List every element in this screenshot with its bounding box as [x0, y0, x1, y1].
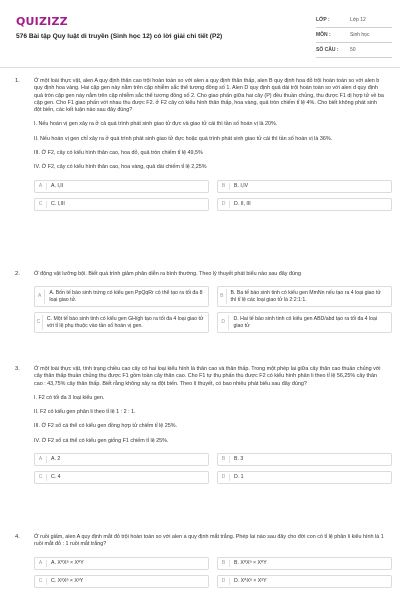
- meta-row-count: [316, 43, 392, 58]
- option-letter: B: [218, 183, 230, 190]
- option-d[interactable]: [217, 575, 392, 588]
- meta-label: MÔN :: [316, 31, 331, 38]
- question-body: [34, 271, 384, 333]
- option-letter: D: [218, 315, 229, 330]
- option-letter: C: [35, 201, 47, 208]
- option-c[interactable]: [34, 198, 209, 211]
- question-number: 1.: [15, 78, 20, 84]
- meta-label: SỐ CÂU :: [316, 46, 339, 53]
- question-number: 3.: [15, 366, 20, 372]
- option-c[interactable]: [34, 471, 209, 484]
- question-number: 4.: [15, 534, 20, 540]
- answer-options: [34, 286, 384, 333]
- answer-options: [34, 557, 384, 588]
- option-text: B. 3: [234, 456, 244, 463]
- meta-value: Lớp 12: [350, 16, 366, 23]
- statement: III. Ở F2, cây có kiểu hình thân cao, hoa đỏ, quả tròn chiếm tỉ lệ 49,5%: [34, 150, 203, 157]
- question-text: Ở một loài thực vật, tính trạng chiều cao cây có hai loại kiểu hình là thân cao và thân thấp. Trong một phép lai giữa cây thân cao thuần chủng với cây thân thấp thuần chủng thu được F1 gồm toàn cây thân cao. Cho F1 tự thụ phấn thu được F2 có kiểu hình phân li theo tỉ lệ 56,25% cây thân cao : 43,75% cây thân thấp. Biết rằng không xảy ra đột biến. Theo lí thuyết, có bao nhiêu phát biểu sau đây đúng?: [34, 366, 381, 387]
- option-letter: A: [35, 289, 45, 304]
- question-body: [34, 78, 384, 211]
- option-letter: B: [218, 560, 230, 567]
- statement: IV. Ở F2 số cá thể có kiểu gen giống F1 chiếm tỉ lệ 25%.: [34, 437, 169, 444]
- option-a[interactable]: [34, 557, 209, 570]
- option-b[interactable]: [217, 453, 392, 466]
- meta-row-subject: [316, 28, 392, 43]
- option-text: B. XᴬXᵃ × XᴬY: [234, 559, 267, 566]
- statement: I. F2 có tối đa 3 loại kiểu gen.: [34, 394, 105, 401]
- page-title: 576 Bài tập Quy luật di truyền (Sinh học 12) có lời giải chi tiết (P2): [16, 33, 223, 40]
- option-text: A. XᴬXᵃ × XᴬY: [51, 559, 84, 566]
- meta-value: Sinh học: [350, 31, 370, 38]
- option-text: D. Hai tế bào sinh tinh có kiểu gen ABD/abd tạo ra tối đa 4 loại giao tử: [233, 315, 378, 329]
- option-a[interactable]: [34, 286, 209, 307]
- option-letter: C: [35, 315, 43, 330]
- option-text: D. 1: [234, 474, 244, 481]
- option-letter: A: [35, 456, 47, 463]
- statement: I. Nếu hoán vị gen xảy ra ở cả quá trình phát sinh giao tử đực và giao tử cái thì tần số hoán vị là 20%.: [34, 121, 278, 128]
- option-letter: A: [35, 560, 47, 567]
- question-body: [34, 534, 384, 588]
- option-text: B. Ba tế bào sinh tinh có kiểu gen MmNn nếu tạo ra 4 loại giao tử thì tỉ lệ các loại giao tử là 2:2:1:1.: [230, 289, 381, 303]
- option-c[interactable]: [34, 312, 209, 333]
- option-text: C. XᵃXᵃ × XᵃY: [51, 577, 84, 584]
- option-letter: A: [35, 183, 47, 190]
- answer-options: [34, 453, 384, 484]
- option-letter: C: [35, 474, 47, 481]
- option-letter: D: [218, 578, 230, 585]
- option-a[interactable]: [34, 453, 209, 466]
- question-number: 2.: [15, 271, 20, 277]
- answer-options: [34, 180, 384, 211]
- option-letter: B: [218, 289, 227, 304]
- option-letter: D: [218, 474, 230, 481]
- option-text: D. II, III: [234, 200, 251, 207]
- option-text: B. I,IV: [234, 182, 249, 189]
- meta-label: LỚP :: [316, 16, 330, 23]
- option-text: C. I,III: [51, 200, 65, 207]
- quizizz-logo: QUIZIZZ: [16, 15, 68, 28]
- option-letter: D: [218, 201, 230, 208]
- question-text: Ở động vật lưỡng bội. Biết quá trình giảm phân diễn ra bình thường. Theo lý thuyết phát biểu nào sau đây đúng: [34, 271, 301, 277]
- option-c[interactable]: [34, 575, 209, 588]
- meta-row-class: [316, 13, 392, 28]
- option-text: C. 4: [51, 474, 61, 481]
- question-body: [34, 366, 384, 484]
- statement: II. Nếu hoán vị gen chỉ xảy ra ở quá trình phát sinh giao tử đực hoặc quá trình phát sinh giao tử cái thì tần số hoán vị là 36%.: [34, 135, 333, 142]
- option-text: A. 2: [51, 456, 61, 463]
- option-text: D. XᴬXᵃ × XᵃY: [234, 577, 267, 584]
- statement: III. Ở F2 số cá thể có kiểu gen đồng hợp tử chiếm tỉ lệ 25%.: [34, 423, 178, 430]
- question-text: Ở ruồi giấm, alen A quy định mắt đỏ trội hoàn toàn so với alen a quy định mắt trắng. Phép lai nào sau đây cho đời con có tỉ lệ phân li kiểu hình là 1 ruồi mắt đỏ : 1 ruồi mắt trắng?: [34, 534, 384, 548]
- statement: II. F2 có kiểu gen phân li theo tỉ lệ 1 : 2 : 1.: [34, 409, 136, 416]
- question-text: Ở một loài thực vật, alen A quy định thân cao trội hoàn toàn so với alen a quy định thân thấp, alen B quy định hoa đỏ trội hoàn toàn so với alen b quy định hoa vàng. Hai cặp gen này nằm trên cặp nhiễm sắc thể tương đồng số 1. Alen D quy định quả dài trội hoàn toàn so với alen d quy định quả tròn cặp gen này nằm trên cặp nhiễm sắc thể tương đồng số 2. Cho giao phấn giữa hai cây (P) đều thuần chủng, thu được F1 dị hợp tử về ba cặp gen. Cho F1 giao phấn với nhau thu được F2. ở F2 cây có kiểu hình thân thấp, hoa vàng, quả tròn chiếm tỉ lệ 4%. Cho biết không phát sinh đột biến, các kết luận nào sau đây đúng?: [34, 78, 384, 114]
- header-divider: [0, 67, 400, 68]
- meta-table: [316, 13, 392, 58]
- option-d[interactable]: [217, 471, 392, 484]
- option-a[interactable]: [34, 180, 209, 193]
- option-text: A. Bốn tế bào sinh trứng có kiểu gen PpQqRr có thể tạo ra tối đa 8 loại giao tử.: [49, 289, 203, 303]
- option-text: C. Một tế bào sinh tinh có kiểu gen GH/gh tạo ra tối đa 4 loại giao tử với tỉ lệ phụ thuộc vào tần số hoán vị gen.: [46, 315, 204, 329]
- worksheet-header: [0, 0, 400, 66]
- meta-value: 50: [350, 46, 356, 53]
- option-d[interactable]: [217, 198, 392, 211]
- option-text: A. I,II: [51, 182, 64, 189]
- option-d[interactable]: [217, 312, 392, 333]
- option-letter: C: [35, 578, 47, 585]
- option-b[interactable]: [217, 180, 392, 193]
- statement: IV. Ở F2, cây có kiểu hình thân cao, hoa vàng, quả dài chiếm tỉ lệ 2,25%: [34, 164, 207, 171]
- option-b[interactable]: [217, 557, 392, 570]
- option-letter: B: [218, 456, 230, 463]
- option-b[interactable]: [217, 286, 392, 307]
